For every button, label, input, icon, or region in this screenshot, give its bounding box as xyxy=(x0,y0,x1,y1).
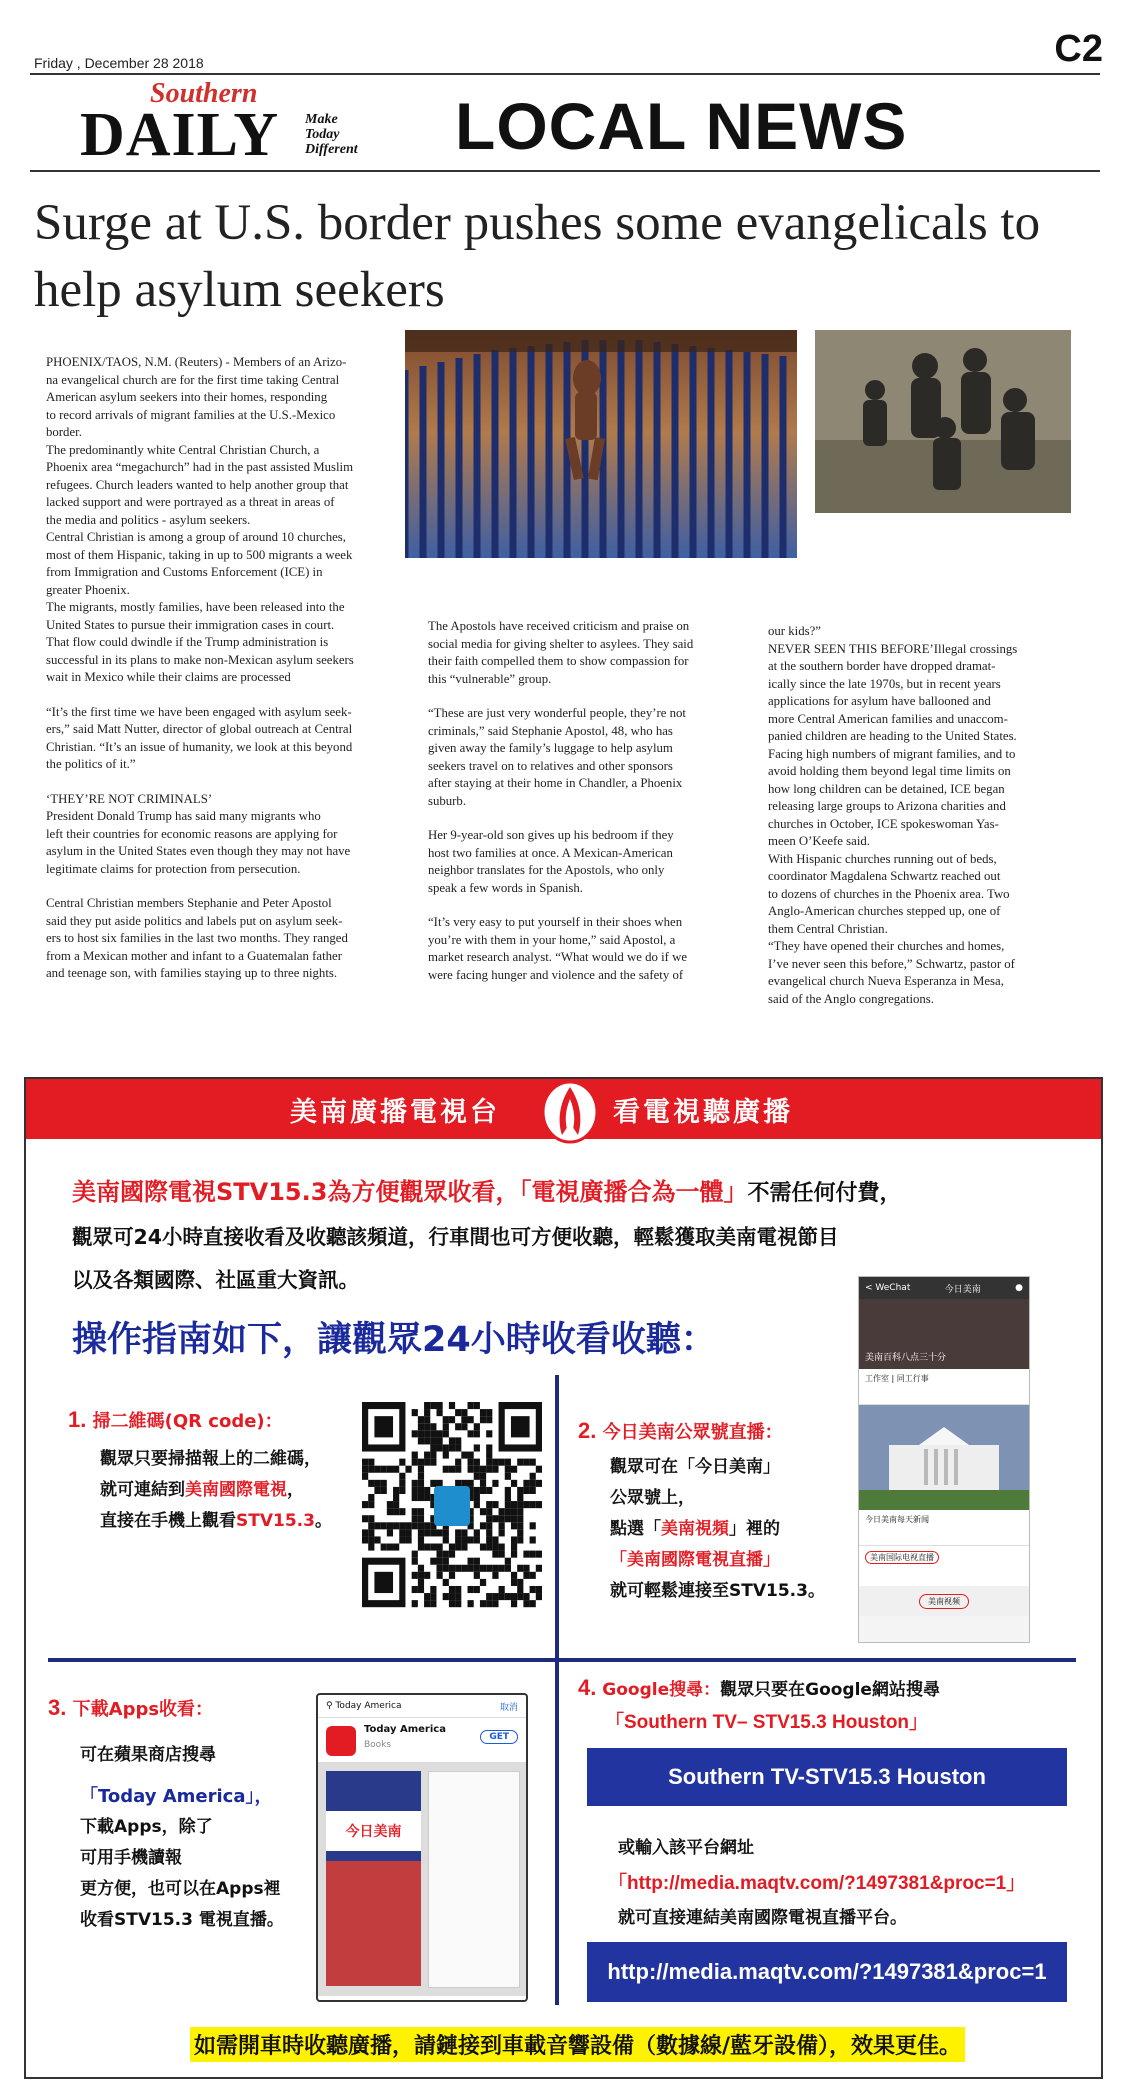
step-3-text: 可在蘋果商店搜尋 「Today America」， 下載Apps，除了 可用手機讀報 更方便，也可以在Apps裡 收看STV15.3 電視直播。 xyxy=(80,1745,284,1930)
app-icon xyxy=(326,1726,356,1756)
step-4: 4. Google搜尋：觀眾只要在Google網站搜尋 xyxy=(578,1675,940,1700)
footer-note: 如需開車時收聽廣播，請鏈接到車載音響設備（數據線/藍牙設備），效果更佳。 xyxy=(190,2027,965,2062)
get-button[interactable]: GET xyxy=(480,1730,518,1744)
wechat-title: 今日美南 xyxy=(944,1284,981,1295)
appstore-phone-mockup[interactable] xyxy=(316,1693,528,2002)
border-fence-photo[interactable] xyxy=(405,330,797,558)
stv-logo-icon xyxy=(540,1079,600,1145)
article-column-2: The Apostols have received criticism and praise on social media for giving shelter to asylees. They said their faith compelled them to show compassion for this “vulnerable” group. “These are just very wonderful people, they’re not criminals,” said Stephanie Apostol, 48, who has given away the family’s luggage to help asylum seekers travel on to relatives and other sponsors after staying at their home in Chandler, a Phoenix suburb. Her 9-year-old son gives up his bedroom if they host two families at once. A Mexican-American neighbor translates for the Apostols, who only speak a few words in Spanish. “It’s very easy to put yourself in their shoes when you’re with them in your home,” said Apostol, a market research analyst. “What would we do if we were facing hunger and violence and the safety of xyxy=(428,619,694,982)
step-1: 1. 掃二維碼(QR code)： xyxy=(68,1407,283,1432)
wechat-item-3[interactable]: 美南国际电视直播 xyxy=(859,1546,1029,1586)
whitehouse-image xyxy=(859,1405,1029,1510)
appstore-search-field[interactable]: ⚲ Today America xyxy=(326,1701,402,1711)
banner-right-text: 看電視聽廣播 xyxy=(613,1097,793,1128)
article-headline: Surge at U.S. border pushes some evangelicals to help asylum seekers xyxy=(34,195,1041,318)
article-column-3: our kids?” NEVER SEEN THIS BEFORE’Illegal crossings at the southern border have dropped dramat- ically since the late 1970s, but in recent years applications for asylum have ballooned and more Central American families and unaccom- panied children are heading to the United States. Facing high numbers of migrant families, and to avoid holding them beyond legal time limits on how long children can be detained, ICE began releasing large groups to Arizona charities and churches in October, ICE spokeswoman Yas- meen O’Keefe said. With Hispanic churches running out of beds, coordinator Magdalena Schwartz reached out to dozens of churches in the Phoenix area. Two Anglo-American churches stepped up, one of them Central Christian. “They have opened their churches and homes, I’ve never seen this before,” Schwartz, pastor of evangelical church Nueva Esperanza in Mesa, said of the Anglo congregations. xyxy=(768,624,1018,1006)
logo-southern: Southern xyxy=(150,78,258,109)
app-listing[interactable]: Today America Books GET xyxy=(318,1718,526,1763)
search-term-button[interactable]: Southern TV-STV15.3 Houston xyxy=(587,1748,1067,1806)
search-icon: ⚲ xyxy=(326,1701,333,1711)
url-button[interactable]: http://media.maqtv.com/?1497381&proc=1 xyxy=(587,1942,1067,2002)
wechat-back-link[interactable]: < WeChat xyxy=(865,1283,911,1293)
search-term: 「Southern TV– STV15.3 Houston」 xyxy=(605,1712,929,1733)
qr-code[interactable] xyxy=(362,1402,542,1608)
step-2-text: 觀眾可在「今日美南」 公眾號上， 點選「美南視頻」裡的 「美南國際電視直播」 就可輕鬆連接至STV15.3。 xyxy=(610,1457,825,1601)
ad-horizontal-divider xyxy=(48,1658,1076,1662)
ad-intro-line-2: 觀眾可24小時直接收看及收聽該頻道，行車間也可方便收聽，輕鬆獲取美南電視節目 xyxy=(72,1225,839,1249)
url-quoted: 「http://media.maqtv.com/?1497381&proc=1」 xyxy=(608,1873,1026,1894)
wechat-phone-mockup[interactable] xyxy=(858,1276,1030,1643)
or-text: 或輸入該平台網址 xyxy=(618,1838,754,1858)
ad-vertical-divider xyxy=(555,1375,559,2005)
ad-intro-line-1: 美南國際電視STV15.3為方便觀眾收看，「電視廣播合為一體」不需任何付費， xyxy=(72,1178,902,1206)
app-screenshots: 今日美南 xyxy=(318,1763,526,1996)
section-title: LOCAL NEWS xyxy=(455,89,908,163)
migrants-photo[interactable] xyxy=(815,330,1071,513)
guide-title: 操作指南如下，讓觀眾24小時收看收聽： xyxy=(72,1320,716,1360)
newspaper-logo[interactable] xyxy=(80,78,370,168)
logo-tagline: Make Today Different xyxy=(305,112,358,157)
connect-text: 就可直接連結美南國際電視直播平台。 xyxy=(618,1908,907,1928)
masthead-rule xyxy=(30,170,1100,172)
issue-date: Friday , December 28 2018 xyxy=(34,55,204,71)
step-1-text: 觀眾只要掃描報上的二維碼， 就可連結到美南國際電視， 直接在手機上觀看STV15.3。 xyxy=(100,1449,332,1531)
page-number: C2 xyxy=(1054,28,1103,70)
cancel-link[interactable]: 取消 xyxy=(499,1702,518,1713)
wechat-video-tab[interactable]: 美南视频 xyxy=(859,1586,1029,1616)
wechat-item-2[interactable]: 今日美南每天新闻 xyxy=(859,1510,1029,1546)
ad-intro-line-3: 以及各類國際、社區重大資訊。 xyxy=(72,1268,359,1292)
step-2: 2. 今日美南公眾號直播： xyxy=(578,1418,783,1443)
step-3: 3. 下載Apps收看： xyxy=(48,1695,214,1720)
top-rule xyxy=(30,73,1100,75)
wechat-item-1[interactable]: 工作室 | 同工行事 xyxy=(859,1369,1029,1405)
banner-left-text: 美南廣播電視台 xyxy=(290,1097,500,1128)
profile-icon[interactable]: ● xyxy=(1015,1283,1023,1293)
wechat-top-story[interactable]: 美南百科八点三十分 xyxy=(859,1299,1029,1369)
logo-daily: DAILY xyxy=(80,101,280,169)
article-column-1: PHOENIX/TAOS, N.M. (Reuters) - Members of an Arizo- na evangelical church are for the first time taking Central American asylum seekers into their homes, responding to record arrivals of migrant families at the U.S.-Mexico border. The predominantly white Central Christian Church, a Phoenix area “megachurch” had in the past assisted Muslim refugees. Church leaders wanted to help another group that lacked support and were portrayed as a threat in areas of the media and politics - asylum seekers. Central Christian is among a group of around 10 churches, most of them Hispanic, taking in up to 500 migrants a week from Immigration and Customs Enforcement (ICE) in greater Phoenix. The migrants, mostly families, have been released into the United States to pursue their immigration cases in court. That flow could dwindle if the Trump administration is successful in its plans to make non-Mexican asylum seekers wait in Mexico while their claims are processed “It’s the first time we have been engaged with asylum seek- ers,” said Matt Nutter, director of global outreach at Central Christian. “It’s an issue of humanity, we look at this beyond the politics of it.” ‘THEY’RE NOT CRIMINALS’ President Donald Trump has said many migrants who left their countries for economic reasons are applying for asylum in the United States even though they may not have legitimate claims for protection from persecution. Central Christian members Stephanie and Peter Apostol said they put aside politics and labels put on asylum seek- ers to host six families in the last two months. They ranged from a Mexican mother and infant to a Guatemalan father and teenage son, with families staying up to three nights. xyxy=(46,355,354,980)
